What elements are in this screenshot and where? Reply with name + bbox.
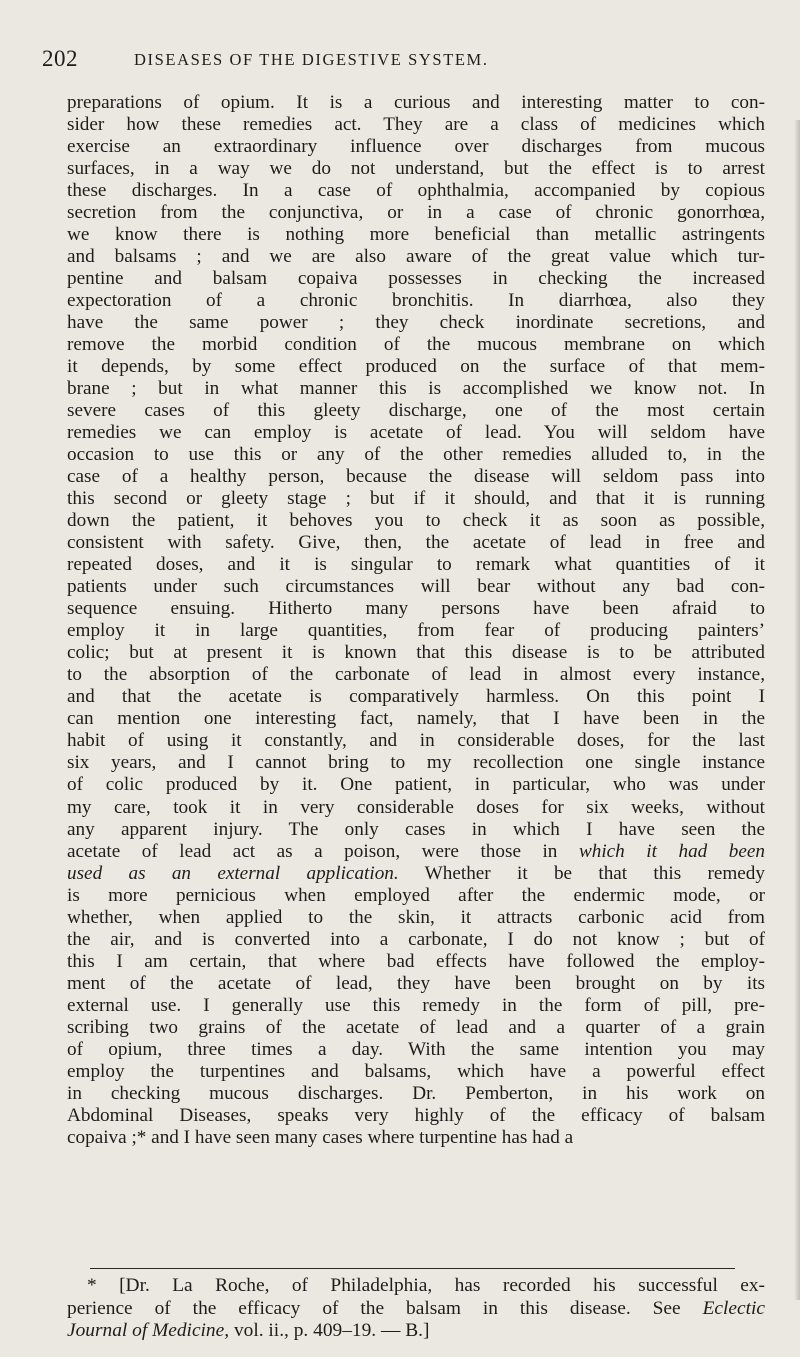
page-edge-shadow <box>794 120 800 1300</box>
text-line: my care, took it in very considerable doses for six weeks, without <box>67 796 765 818</box>
footnote <box>67 1275 765 1343</box>
footnote-line: * [Dr. La Roche, of Philadelphia, has recorded his successful ex- <box>87 1275 765 1296</box>
footnote-text: vol. ii., p. 409–19. — B.] <box>229 1320 430 1341</box>
text-line: the air, and is converted into a carbonate, I do not know ; but of <box>67 928 765 950</box>
text-line: ment of the acetate of lead, they have been brought on by its <box>67 972 765 994</box>
footnote-line <box>67 1298 765 1321</box>
text-line: occasion to use this or any of the other remedies alluded to, in the <box>67 444 765 466</box>
text-line: patients under such circumstances will bear without any bad con- <box>67 576 765 598</box>
text-line: brane ; but in what manner this is accomplished we know not. In <box>67 378 765 400</box>
text-line: of opium, three times a day. With the same intention you may <box>67 1038 765 1060</box>
running-head <box>42 46 762 76</box>
text-line <box>67 841 765 863</box>
text-line: to the absorption of the carbonate of lead in almost every instance, <box>67 664 765 686</box>
text-line: and that the acetate is comparatively harmless. On this point I <box>67 686 765 708</box>
text-line: case of a healthy person, because the disease will seldom pass into <box>67 466 765 488</box>
text-line: exercise an extraordinary influence over discharges from mucous <box>67 136 765 158</box>
text-line: colic; but at present it is known that this disease is to be attributed <box>67 642 765 664</box>
text-line: severe cases of this gleety discharge, one of the most certain <box>67 400 765 422</box>
text-line: preparations of opium. It is a curious and interesting matter to con- <box>67 92 765 113</box>
text-line: six years, and I cannot bring to my recollection one single instance <box>67 752 765 774</box>
text-line: secretion from the conjunctiva, or in a case of chronic gonorrhœa, <box>67 202 765 224</box>
text-line: employ it in large quantities, from fear of producing painters’ <box>67 620 765 642</box>
text-run: acetate of lead act as a poison, were those in <box>67 840 579 862</box>
text-line: scribing two grains of the acetate of lead and a quarter of a grain <box>67 1016 765 1038</box>
text-line: Abdominal Diseases, speaks very highly of the efficacy of balsam <box>67 1104 765 1126</box>
text-line: sequence ensuing. Hitherto many persons have been afraid to <box>67 598 765 620</box>
journal-name-part: Eclectic <box>702 1297 765 1319</box>
text-line: have the same power ; they check inordinate secretions, and <box>67 312 765 334</box>
text-line: can mention one interesting fact, namely, that I have been in the <box>67 708 765 730</box>
text-line: is more pernicious when employed after the endermic mode, or <box>67 884 765 906</box>
text-line: and balsams ; and we are also aware of the great value which tur- <box>67 246 765 268</box>
text-line: copaiva ;* and I have seen many cases where turpentine has had a <box>67 1126 574 1148</box>
text-line: whether, when applied to the skin, it attracts carbonic acid from <box>67 906 765 928</box>
text-line <box>67 863 765 885</box>
text-line: external use. I generally use this remedy in the form of pill, pre- <box>67 994 765 1016</box>
text-line: this I am certain, that where bad effects have followed the employ- <box>67 950 765 972</box>
text-line: remove the morbid condition of the mucous membrane on which <box>67 334 765 356</box>
footnote-line <box>67 1320 765 1343</box>
text-line: it depends, by some effect produced on the surface of that mem- <box>67 356 765 378</box>
page-number: 202 <box>42 46 78 71</box>
body-text <box>67 92 765 1149</box>
text-line: any apparent injury. The only cases in which I have seen the <box>67 818 765 840</box>
italic-run: which it had been <box>578 840 765 862</box>
text-run: Whether it be that this remedy <box>398 862 765 884</box>
text-line: down the patient, it behoves you to check it as soon as possible, <box>67 510 765 532</box>
text-line: we know there is nothing more beneficial than metallic astringents <box>67 224 765 246</box>
text-line: consistent with safety. Give, then, the acetate of lead in free and <box>67 532 765 554</box>
text-line: repeated doses, and it is singular to remark what quantities of it <box>67 554 765 576</box>
italic-run: used as an external application. <box>67 862 399 884</box>
text-line: employ the turpentines and balsams, which have a powerful effect <box>67 1060 765 1082</box>
text-line: remedies we can employ is acetate of lead. You will seldom have <box>67 422 765 444</box>
text-line: habit of using it constantly, and in considerable doses, for the last <box>67 730 765 752</box>
text-line: this second or gleety stage ; but if it should, and that it is running <box>67 488 765 510</box>
footnote-rule <box>90 1268 735 1269</box>
text-line: of colic produced by it. One patient, in particular, who was under <box>67 774 765 796</box>
journal-name-part: Journal of Medicine, <box>67 1320 230 1341</box>
text-line: expectoration of a chronic bronchitis. In diarrhœa, also they <box>67 290 765 312</box>
text-line: these discharges. In a case of ophthalmia, accompanied by copious <box>67 180 765 202</box>
text-line: sider how these remedies act. They are a class of medicines which <box>67 114 765 136</box>
text-line: in checking mucous discharges. Dr. Pemberton, in his work on <box>67 1082 765 1104</box>
text-line: surfaces, in a way we do not understand, but the effect is to arrest <box>67 158 765 180</box>
text-line: pentine and balsam copaiva possesses in checking the increased <box>67 268 765 290</box>
running-title: DISEASES OF THE DIGESTIVE SYSTEM. <box>134 50 489 69</box>
footnote-text: perience of the efficacy of the balsam in this disease. See <box>67 1297 703 1319</box>
